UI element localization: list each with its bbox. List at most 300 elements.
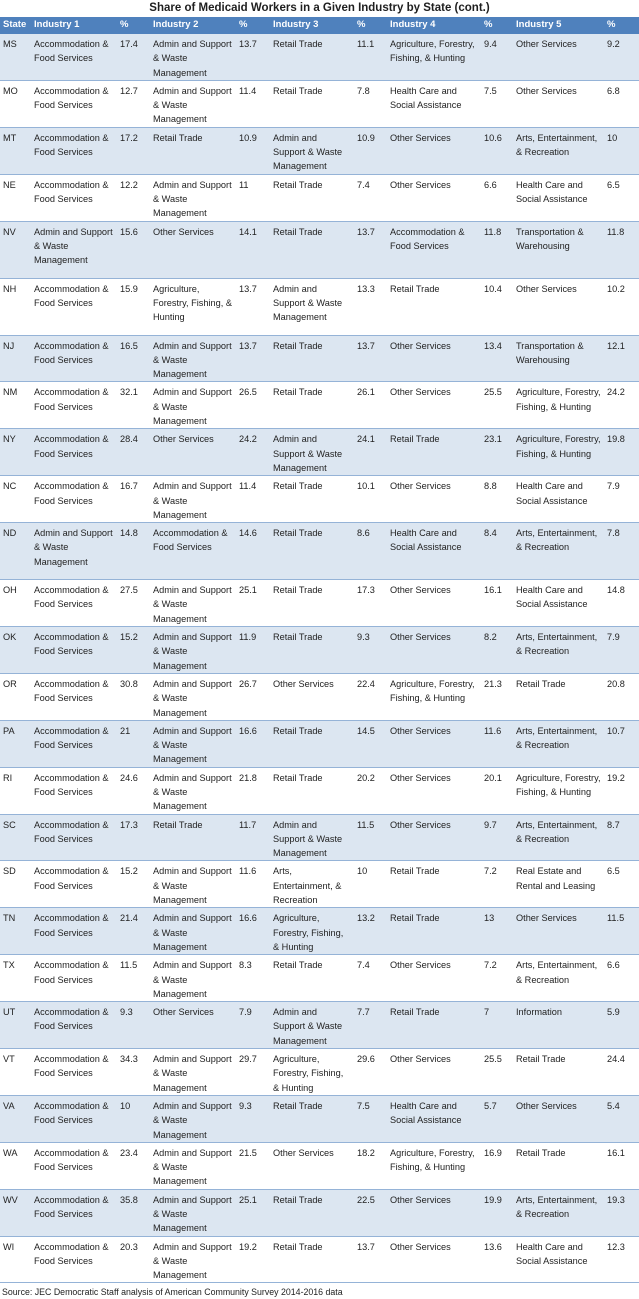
industry-5-cell: Agriculture, Forestry, Fishing, & Hunting (513, 767, 604, 814)
industry-3-cell: Admin and Support & Waste Management (270, 278, 354, 335)
pct-2-cell: 13.7 (236, 335, 270, 382)
industry-2-cell: Admin and Support & Waste Management (150, 80, 236, 127)
pct-5-cell: 10.2 (604, 278, 639, 335)
industry-2-cell: Admin and Support & Waste Management (150, 335, 236, 382)
pct-3-cell: 29.6 (354, 1049, 387, 1096)
industry-2-cell: Admin and Support & Waste Management (150, 1049, 236, 1096)
pct-3-cell: 13.7 (354, 1236, 387, 1283)
industry-2-cell: Admin and Support & Waste Management (150, 1142, 236, 1189)
industry-5-cell: Retail Trade (513, 673, 604, 720)
industry-5-cell: Other Services (513, 34, 604, 81)
industry-1-cell: Accommodation & Food Services (31, 127, 117, 174)
pct-1-cell: 30.8 (117, 673, 150, 720)
header-row (0, 17, 639, 34)
pct-1-cell: 12.7 (117, 80, 150, 127)
industry-2-cell: Admin and Support & Waste Management (150, 1189, 236, 1236)
industry-4-cell: Retail Trade (387, 278, 481, 335)
pct-4-cell: 9.7 (481, 814, 513, 861)
industry-1-cell: Accommodation & Food Services (31, 580, 117, 627)
pct-3-cell: 9.3 (354, 627, 387, 674)
industry-4-cell: Agriculture, Forestry, Fishing, & Hunting (387, 673, 481, 720)
pct-5-cell: 12.1 (604, 335, 639, 382)
industry-3-cell: Arts, Entertainment, & Recreation (270, 861, 354, 908)
industry-3-cell: Retail Trade (270, 523, 354, 580)
industry-4-cell: Retail Trade (387, 908, 481, 955)
industry-1-cell: Accommodation & Food Services (31, 1236, 117, 1283)
industry-5-cell: Health Care and Social Assistance (513, 580, 604, 627)
industry-4-cell: Retail Trade (387, 861, 481, 908)
pct-4-cell: 19.9 (481, 1189, 513, 1236)
pct-5-cell: 11.8 (604, 221, 639, 278)
state-cell: NV (0, 221, 31, 278)
industry-2-cell: Admin and Support & Waste Management (150, 767, 236, 814)
industry-1-cell: Accommodation & Food Services (31, 720, 117, 767)
industry-5-cell: Information (513, 1002, 604, 1049)
pct-1-cell: 17.4 (117, 34, 150, 81)
pct-1-cell: 14.8 (117, 523, 150, 580)
pct-2-cell: 11.7 (236, 814, 270, 861)
col-header-industry-2: Industry 2 (150, 17, 236, 34)
pct-1-cell: 16.5 (117, 335, 150, 382)
pct-4-cell: 7 (481, 1002, 513, 1049)
industry-2-cell: Admin and Support & Waste Management (150, 382, 236, 429)
pct-5-cell: 10 (604, 127, 639, 174)
table-body (0, 34, 639, 1283)
industry-1-cell: Accommodation & Food Services (31, 476, 117, 523)
pct-3-cell: 17.3 (354, 580, 387, 627)
industry-2-cell: Admin and Support & Waste Management (150, 627, 236, 674)
industry-3-cell: Admin and Support & Waste Management (270, 814, 354, 861)
pct-1-cell: 11.5 (117, 955, 150, 1002)
table-row (0, 627, 639, 674)
industry-5-cell: Arts, Entertainment, & Recreation (513, 1189, 604, 1236)
industry-2-cell: Admin and Support & Waste Management (150, 908, 236, 955)
pct-2-cell: 25.1 (236, 580, 270, 627)
pct-5-cell: 10.7 (604, 720, 639, 767)
industry-3-cell: Retail Trade (270, 382, 354, 429)
industry-4-cell: Other Services (387, 335, 481, 382)
pct-2-cell: 14.6 (236, 523, 270, 580)
industry-1-cell: Accommodation & Food Services (31, 1002, 117, 1049)
pct-5-cell: 14.8 (604, 580, 639, 627)
industry-5-cell: Retail Trade (513, 1142, 604, 1189)
table-row (0, 1142, 639, 1189)
pct-2-cell: 26.5 (236, 382, 270, 429)
industry-1-cell: Accommodation & Food Services (31, 955, 117, 1002)
industry-1-cell: Accommodation & Food Services (31, 278, 117, 335)
pct-5-cell: 5.9 (604, 1002, 639, 1049)
industry-3-cell: Agriculture, Forestry, Fishing, & Hunting (270, 908, 354, 955)
state-cell: MS (0, 34, 31, 81)
pct-1-cell: 34.3 (117, 1049, 150, 1096)
pct-1-cell: 21.4 (117, 908, 150, 955)
industry-2-cell: Admin and Support & Waste Management (150, 476, 236, 523)
pct-5-cell: 7.9 (604, 627, 639, 674)
state-cell: VT (0, 1049, 31, 1096)
industry-4-cell: Other Services (387, 127, 481, 174)
pct-5-cell: 11.5 (604, 908, 639, 955)
pct-5-cell: 6.5 (604, 174, 639, 221)
industry-3-cell: Retail Trade (270, 580, 354, 627)
table-row (0, 34, 639, 81)
industry-4-cell: Other Services (387, 720, 481, 767)
pct-5-cell: 6.8 (604, 80, 639, 127)
pct-2-cell: 21.8 (236, 767, 270, 814)
industry-3-cell: Retail Trade (270, 767, 354, 814)
pct-1-cell: 17.2 (117, 127, 150, 174)
pct-5-cell: 24.4 (604, 1049, 639, 1096)
industry-3-cell: Retail Trade (270, 1189, 354, 1236)
industry-1-cell: Accommodation & Food Services (31, 1142, 117, 1189)
col-header-state: State (0, 17, 31, 34)
table-row (0, 476, 639, 523)
col-header-industry-3: Industry 3 (270, 17, 354, 34)
pct-1-cell: 23.4 (117, 1142, 150, 1189)
pct-4-cell: 23.1 (481, 429, 513, 476)
pct-1-cell: 28.4 (117, 429, 150, 476)
pct-4-cell: 10.4 (481, 278, 513, 335)
industry-4-cell: Accommodation & Food Services (387, 221, 481, 278)
industry-2-cell: Agriculture, Forestry, Fishing, & Hunting (150, 278, 236, 335)
table-row (0, 174, 639, 221)
pct-5-cell: 20.8 (604, 673, 639, 720)
pct-4-cell: 21.3 (481, 673, 513, 720)
industry-5-cell: Other Services (513, 278, 604, 335)
pct-1-cell: 20.3 (117, 1236, 150, 1283)
table-row (0, 1236, 639, 1283)
industry-1-cell: Accommodation & Food Services (31, 80, 117, 127)
col-header-pct-4: % (481, 17, 513, 34)
industry-3-cell: Retail Trade (270, 174, 354, 221)
state-cell: NM (0, 382, 31, 429)
pct-3-cell: 7.7 (354, 1002, 387, 1049)
industry-4-cell: Other Services (387, 1049, 481, 1096)
pct-1-cell: 21 (117, 720, 150, 767)
pct-2-cell: 26.7 (236, 673, 270, 720)
table-row (0, 335, 639, 382)
industry-1-cell: Accommodation & Food Services (31, 814, 117, 861)
pct-3-cell: 7.5 (354, 1095, 387, 1142)
industry-3-cell: Retail Trade (270, 627, 354, 674)
state-cell: MO (0, 80, 31, 127)
industry-5-cell: Real Estate and Rental and Leasing (513, 861, 604, 908)
pct-2-cell: 11.4 (236, 476, 270, 523)
industry-2-cell: Other Services (150, 1002, 236, 1049)
pct-3-cell: 24.1 (354, 429, 387, 476)
pct-4-cell: 13.6 (481, 1236, 513, 1283)
industry-4-cell: Other Services (387, 580, 481, 627)
table-row (0, 767, 639, 814)
pct-1-cell: 17.3 (117, 814, 150, 861)
industry-3-cell: Agriculture, Forestry, Fishing, & Hunting (270, 1049, 354, 1096)
pct-5-cell: 5.4 (604, 1095, 639, 1142)
pct-2-cell: 10.9 (236, 127, 270, 174)
industry-4-cell: Other Services (387, 1189, 481, 1236)
industry-5-cell: Arts, Entertainment, & Recreation (513, 720, 604, 767)
industry-2-cell: Admin and Support & Waste Management (150, 1236, 236, 1283)
industry-4-cell: Agriculture, Forestry, Fishing, & Hunting (387, 34, 481, 81)
table-row (0, 1002, 639, 1049)
industry-4-cell: Health Care and Social Assistance (387, 523, 481, 580)
industry-5-cell: Other Services (513, 1095, 604, 1142)
state-cell: ND (0, 523, 31, 580)
state-cell: NH (0, 278, 31, 335)
pct-3-cell: 13.2 (354, 908, 387, 955)
pct-4-cell: 16.1 (481, 580, 513, 627)
industry-3-cell: Retail Trade (270, 335, 354, 382)
pct-1-cell: 10 (117, 1095, 150, 1142)
pct-4-cell: 7.2 (481, 861, 513, 908)
industry-2-cell: Admin and Support & Waste Management (150, 720, 236, 767)
state-cell: OH (0, 580, 31, 627)
industry-2-cell: Admin and Support & Waste Management (150, 861, 236, 908)
state-cell: PA (0, 720, 31, 767)
pct-4-cell: 25.5 (481, 382, 513, 429)
industry-3-cell: Retail Trade (270, 221, 354, 278)
pct-2-cell: 16.6 (236, 720, 270, 767)
pct-4-cell: 11.8 (481, 221, 513, 278)
industry-4-cell: Other Services (387, 767, 481, 814)
pct-3-cell: 10.9 (354, 127, 387, 174)
state-cell: VA (0, 1095, 31, 1142)
industry-1-cell: Admin and Support & Waste Management (31, 523, 117, 580)
col-header-industry-1: Industry 1 (31, 17, 117, 34)
industry-2-cell: Admin and Support & Waste Management (150, 673, 236, 720)
pct-3-cell: 26.1 (354, 382, 387, 429)
state-cell: WV (0, 1189, 31, 1236)
state-cell: NJ (0, 335, 31, 382)
table-row (0, 861, 639, 908)
pct-5-cell: 19.8 (604, 429, 639, 476)
col-header-pct-2: % (236, 17, 270, 34)
pct-4-cell: 5.7 (481, 1095, 513, 1142)
industry-1-cell: Admin and Support & Waste Management (31, 221, 117, 278)
pct-3-cell: 11.1 (354, 34, 387, 81)
state-cell: NE (0, 174, 31, 221)
pct-1-cell: 16.7 (117, 476, 150, 523)
industry-2-cell: Retail Trade (150, 814, 236, 861)
industry-5-cell: Agriculture, Forestry, Fishing, & Hunting (513, 429, 604, 476)
industry-share-table (0, 17, 639, 1283)
pct-4-cell: 7.2 (481, 955, 513, 1002)
pct-3-cell: 14.5 (354, 720, 387, 767)
industry-1-cell: Accommodation & Food Services (31, 1189, 117, 1236)
state-cell: TX (0, 955, 31, 1002)
table-row (0, 221, 639, 278)
industry-2-cell: Accommodation & Food Services (150, 523, 236, 580)
pct-3-cell: 11.5 (354, 814, 387, 861)
industry-3-cell: Retail Trade (270, 476, 354, 523)
industry-3-cell: Other Services (270, 1142, 354, 1189)
state-cell: OK (0, 627, 31, 674)
pct-5-cell: 6.5 (604, 861, 639, 908)
pct-4-cell: 8.2 (481, 627, 513, 674)
industry-3-cell: Retail Trade (270, 1095, 354, 1142)
table-row (0, 1049, 639, 1096)
industry-5-cell: Arts, Entertainment, & Recreation (513, 627, 604, 674)
pct-2-cell: 21.5 (236, 1142, 270, 1189)
table-row (0, 278, 639, 335)
pct-1-cell: 27.5 (117, 580, 150, 627)
table-row (0, 908, 639, 955)
state-cell: NY (0, 429, 31, 476)
col-header-pct-3: % (354, 17, 387, 34)
industry-3-cell: Retail Trade (270, 955, 354, 1002)
pct-2-cell: 25.1 (236, 1189, 270, 1236)
pct-3-cell: 20.2 (354, 767, 387, 814)
pct-4-cell: 8.8 (481, 476, 513, 523)
table-row (0, 673, 639, 720)
pct-5-cell: 7.9 (604, 476, 639, 523)
industry-4-cell: Other Services (387, 476, 481, 523)
industry-5-cell: Other Services (513, 908, 604, 955)
industry-3-cell: Admin and Support & Waste Management (270, 127, 354, 174)
pct-5-cell: 12.3 (604, 1236, 639, 1283)
industry-5-cell: Arts, Entertainment, & Recreation (513, 523, 604, 580)
col-header-industry-4: Industry 4 (387, 17, 481, 34)
industry-1-cell: Accommodation & Food Services (31, 34, 117, 81)
pct-1-cell: 32.1 (117, 382, 150, 429)
industry-1-cell: Accommodation & Food Services (31, 861, 117, 908)
pct-2-cell: 19.2 (236, 1236, 270, 1283)
industry-1-cell: Accommodation & Food Services (31, 673, 117, 720)
industry-2-cell: Retail Trade (150, 127, 236, 174)
industry-4-cell: Agriculture, Forestry, Fishing, & Hunting (387, 1142, 481, 1189)
pct-1-cell: 24.6 (117, 767, 150, 814)
pct-4-cell: 20.1 (481, 767, 513, 814)
pct-3-cell: 13.7 (354, 335, 387, 382)
pct-4-cell: 13.4 (481, 335, 513, 382)
table-row (0, 523, 639, 580)
pct-3-cell: 13.7 (354, 221, 387, 278)
industry-5-cell: Agriculture, Forestry, Fishing, & Hunting (513, 382, 604, 429)
pct-2-cell: 11 (236, 174, 270, 221)
pct-4-cell: 11.6 (481, 720, 513, 767)
pct-2-cell: 11.6 (236, 861, 270, 908)
pct-5-cell: 8.7 (604, 814, 639, 861)
pct-3-cell: 22.5 (354, 1189, 387, 1236)
pct-4-cell: 8.4 (481, 523, 513, 580)
industry-1-cell: Accommodation & Food Services (31, 627, 117, 674)
state-cell: NC (0, 476, 31, 523)
table-row (0, 1095, 639, 1142)
pct-1-cell: 12.2 (117, 174, 150, 221)
industry-2-cell: Other Services (150, 429, 236, 476)
pct-4-cell: 9.4 (481, 34, 513, 81)
pct-1-cell: 15.9 (117, 278, 150, 335)
pct-5-cell: 19.2 (604, 767, 639, 814)
pct-3-cell: 18.2 (354, 1142, 387, 1189)
table-row (0, 1189, 639, 1236)
industry-4-cell: Retail Trade (387, 429, 481, 476)
industry-1-cell: Accommodation & Food Services (31, 335, 117, 382)
pct-5-cell: 24.2 (604, 382, 639, 429)
industry-2-cell: Other Services (150, 221, 236, 278)
industry-2-cell: Admin and Support & Waste Management (150, 1095, 236, 1142)
state-cell: RI (0, 767, 31, 814)
table-row (0, 955, 639, 1002)
pct-4-cell: 6.6 (481, 174, 513, 221)
pct-1-cell: 15.6 (117, 221, 150, 278)
industry-4-cell: Other Services (387, 814, 481, 861)
industry-3-cell: Retail Trade (270, 34, 354, 81)
pct-3-cell: 22.4 (354, 673, 387, 720)
industry-4-cell: Health Care and Social Assistance (387, 80, 481, 127)
pct-4-cell: 13 (481, 908, 513, 955)
pct-3-cell: 10.1 (354, 476, 387, 523)
industry-1-cell: Accommodation & Food Services (31, 1095, 117, 1142)
col-header-pct-5: % (604, 17, 639, 34)
state-cell: UT (0, 1002, 31, 1049)
state-cell: WA (0, 1142, 31, 1189)
pct-2-cell: 13.7 (236, 278, 270, 335)
industry-5-cell: Health Care and Social Assistance (513, 1236, 604, 1283)
pct-1-cell: 9.3 (117, 1002, 150, 1049)
industry-1-cell: Accommodation & Food Services (31, 174, 117, 221)
industry-2-cell: Admin and Support & Waste Management (150, 580, 236, 627)
table-row (0, 382, 639, 429)
pct-2-cell: 14.1 (236, 221, 270, 278)
industry-5-cell: Other Services (513, 80, 604, 127)
industry-5-cell: Transportation & Warehousing (513, 335, 604, 382)
pct-1-cell: 15.2 (117, 861, 150, 908)
industry-1-cell: Accommodation & Food Services (31, 767, 117, 814)
pct-5-cell: 16.1 (604, 1142, 639, 1189)
col-header-industry-5: Industry 5 (513, 17, 604, 34)
industry-2-cell: Admin and Support & Waste Management (150, 34, 236, 81)
industry-5-cell: Arts, Entertainment, & Recreation (513, 127, 604, 174)
state-cell: MT (0, 127, 31, 174)
table-row (0, 580, 639, 627)
industry-4-cell: Retail Trade (387, 1002, 481, 1049)
industry-5-cell: Arts, Entertainment, & Recreation (513, 814, 604, 861)
industry-3-cell: Other Services (270, 673, 354, 720)
industry-3-cell: Admin and Support & Waste Management (270, 1002, 354, 1049)
pct-5-cell: 9.2 (604, 34, 639, 81)
pct-2-cell: 11.4 (236, 80, 270, 127)
industry-3-cell: Retail Trade (270, 1236, 354, 1283)
industry-2-cell: Admin and Support & Waste Management (150, 174, 236, 221)
industry-5-cell: Retail Trade (513, 1049, 604, 1096)
pct-1-cell: 35.8 (117, 1189, 150, 1236)
industry-4-cell: Other Services (387, 955, 481, 1002)
industry-3-cell: Retail Trade (270, 720, 354, 767)
pct-4-cell: 25.5 (481, 1049, 513, 1096)
pct-4-cell: 7.5 (481, 80, 513, 127)
industry-5-cell: Health Care and Social Assistance (513, 174, 604, 221)
pct-2-cell: 8.3 (236, 955, 270, 1002)
table-row (0, 720, 639, 767)
industry-4-cell: Health Care and Social Assistance (387, 1095, 481, 1142)
pct-3-cell: 7.4 (354, 955, 387, 1002)
pct-5-cell: 7.8 (604, 523, 639, 580)
state-cell: SD (0, 861, 31, 908)
source-note: Source: JEC Democratic Staff analysis of American Community Survey 2014-2016 data (2, 1287, 343, 1298)
pct-4-cell: 16.9 (481, 1142, 513, 1189)
industry-3-cell: Retail Trade (270, 80, 354, 127)
pct-2-cell: 13.7 (236, 34, 270, 81)
state-cell: OR (0, 673, 31, 720)
col-header-pct-1: % (117, 17, 150, 34)
industry-4-cell: Other Services (387, 174, 481, 221)
pct-3-cell: 13.3 (354, 278, 387, 335)
table-row (0, 80, 639, 127)
industry-4-cell: Other Services (387, 382, 481, 429)
pct-3-cell: 7.8 (354, 80, 387, 127)
state-cell: WI (0, 1236, 31, 1283)
table-row (0, 429, 639, 476)
pct-2-cell: 24.2 (236, 429, 270, 476)
